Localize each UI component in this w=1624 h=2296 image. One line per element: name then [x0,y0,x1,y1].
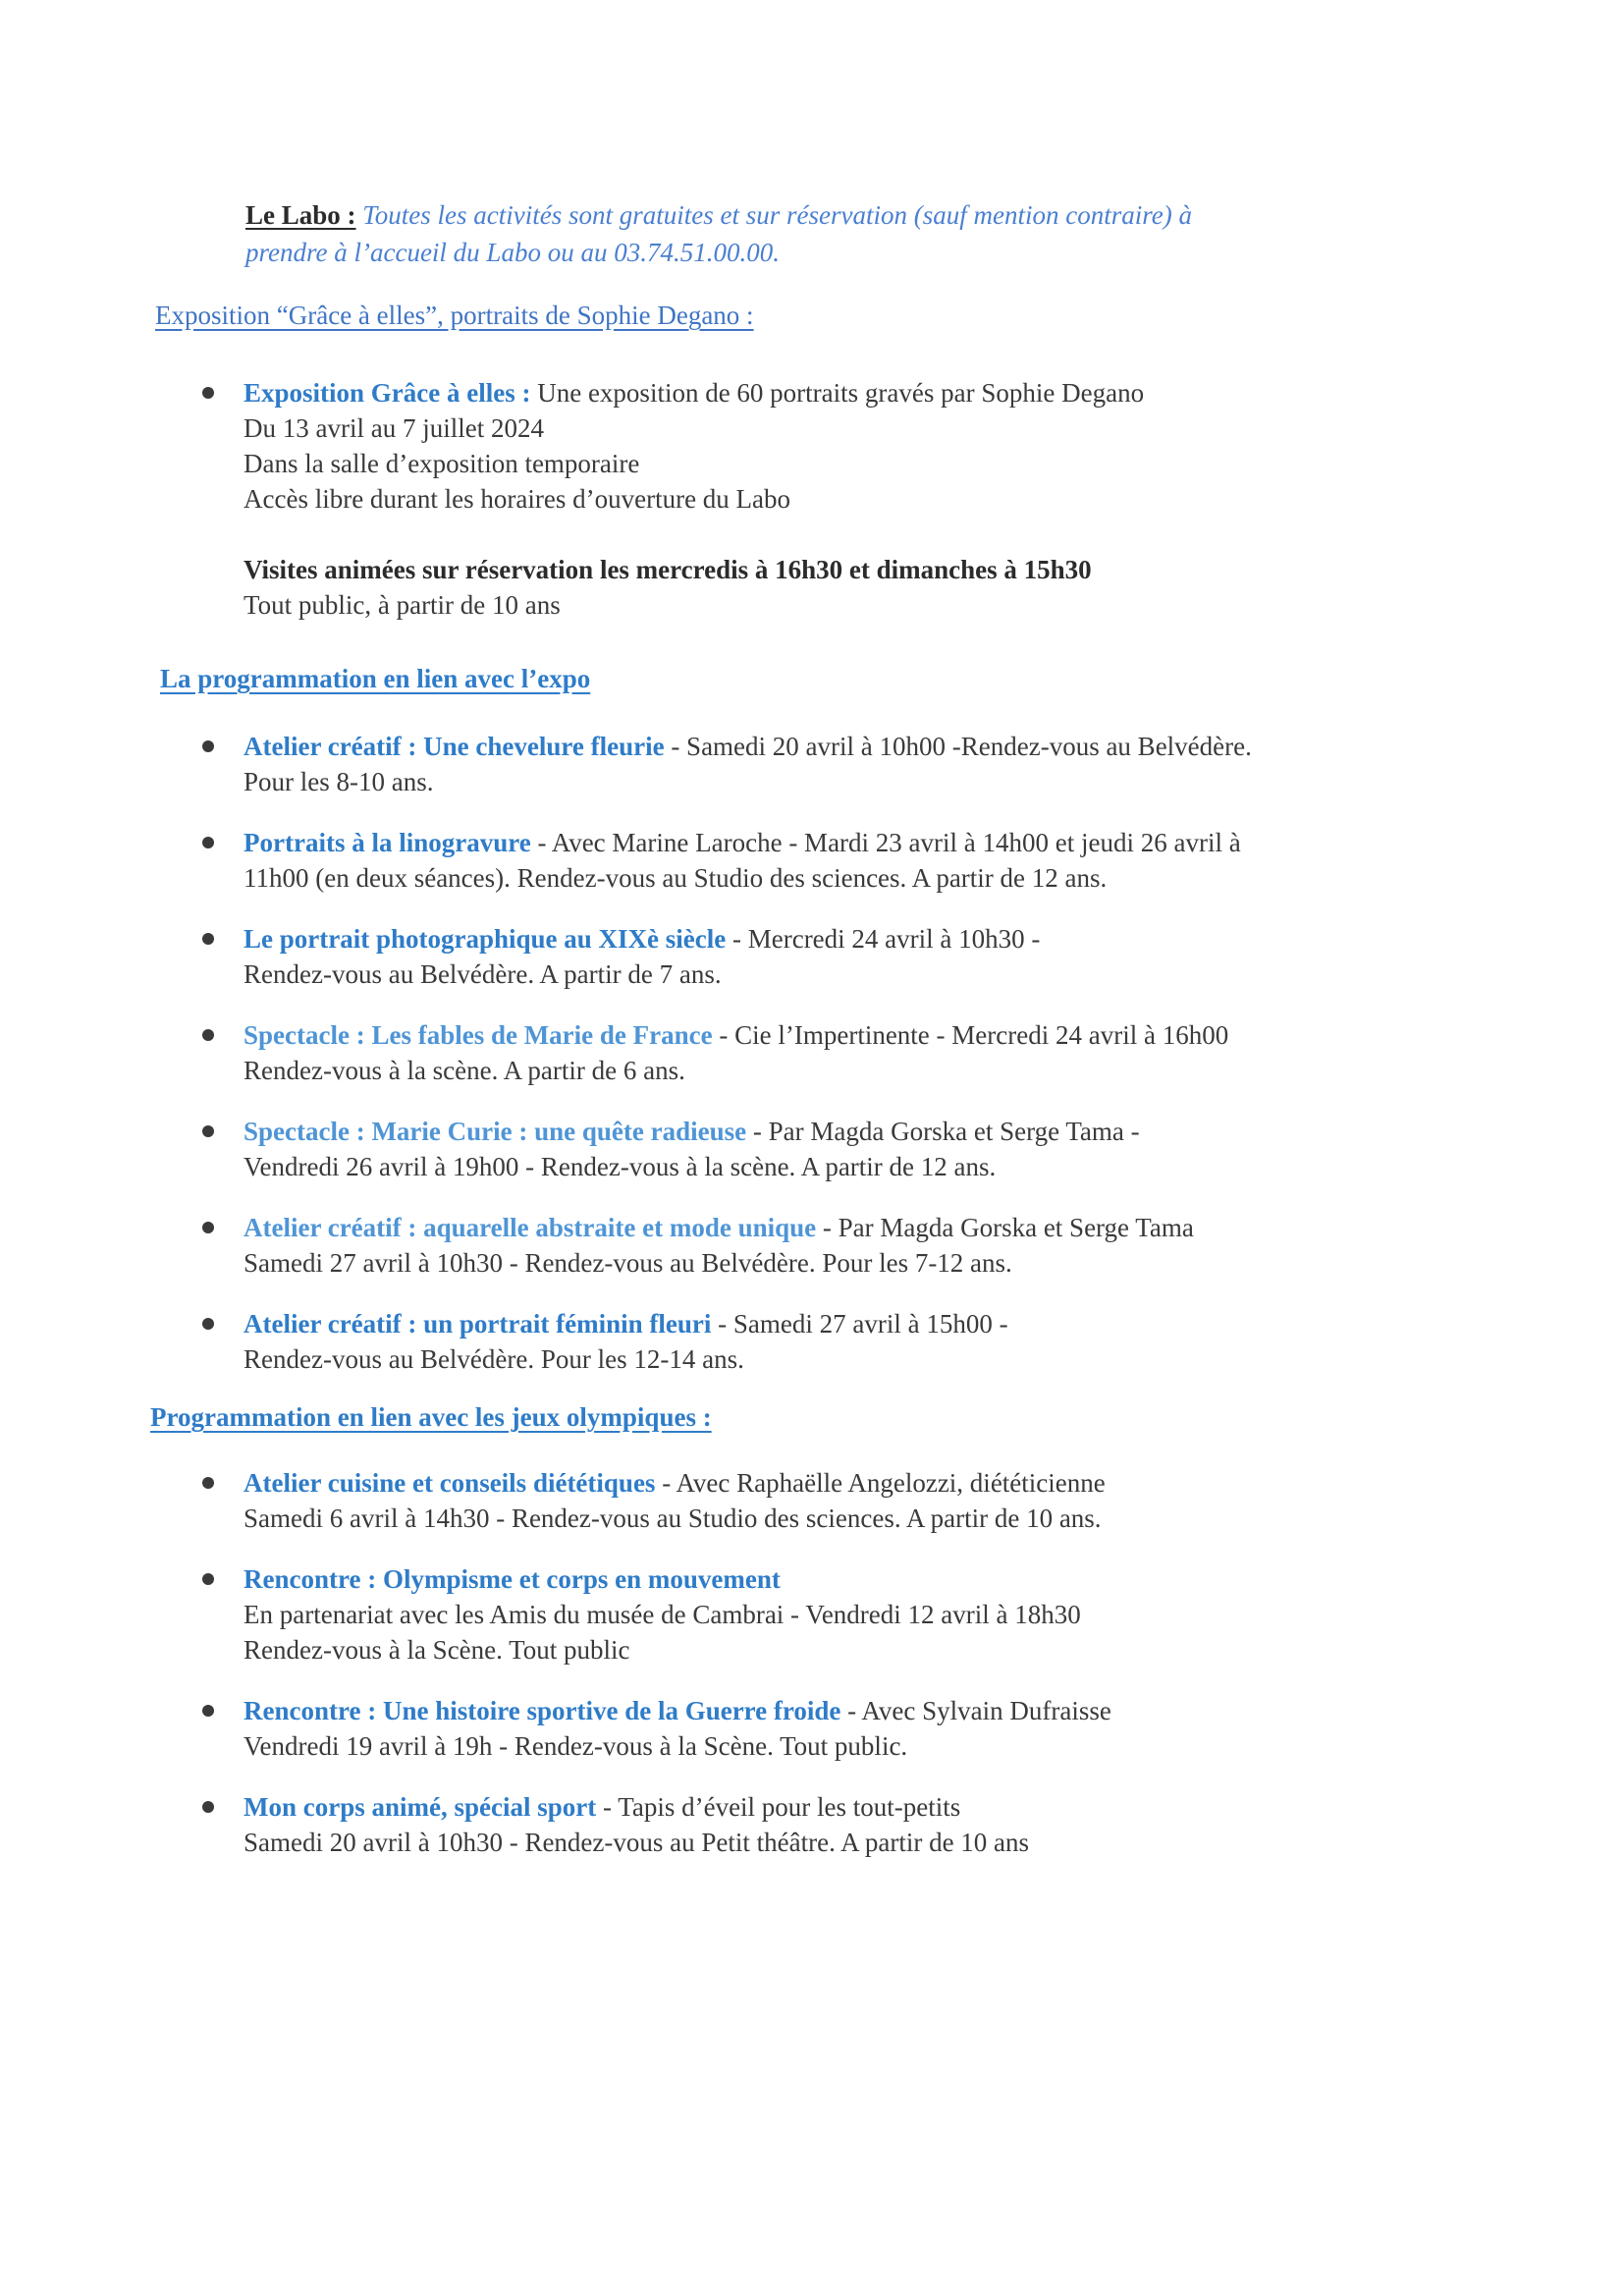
bullet-icon [202,1029,214,1041]
item-dates: Du 13 avril au 7 juillet 2024 [244,413,544,443]
item-title: Rencontre : Olympisme et corps en mouvement [244,1564,781,1594]
item-detail-line-2: Rendez-vous au Belvédère. Pour les 12-14 ans. [244,1344,744,1374]
section-title-exposition: Exposition “Grâce à elles”, portraits de Sophie Degano : [155,301,754,330]
list-item [244,1561,1461,1667]
item-audience: Tout public, à partir de 10 ans [244,590,561,620]
item-title: Atelier créatif : un portrait féminin fleuri [244,1309,712,1339]
item-detail: - Mercredi 24 avril à 10h30 - [726,924,1041,954]
item-title: Mon corps animé, spécial sport [244,1792,597,1822]
bullet-icon [202,1477,214,1489]
item-detail: - Tapis d’éveil pour les tout-petits [596,1792,961,1822]
item-title: Rencontre : Une histoire sportive de la Guerre froide [244,1696,841,1725]
item-detail-line-2: Samedi 27 avril à 10h30 - Rendez-vous au Belvédère. Pour les 7-12 ans. [244,1248,1012,1278]
item-detail: - Avec Marine Laroche - Mardi 23 avril à 14h00 et jeudi 26 avril à [530,828,1241,857]
list-item [244,921,1461,992]
item-detail-line-2: Vendredi 19 avril à 19h - Rendez-vous à la Scène. Tout public. [244,1731,908,1761]
bullet-icon [202,387,214,399]
item-title: Spectacle : Les fables de Marie de France [244,1020,713,1050]
list-item [244,1693,1461,1764]
item-detail: - Par Magda Gorska et Serge Tama [816,1213,1194,1242]
item-detail-line-2: Vendredi 26 avril à 19h00 - Rendez-vous à la scène. A partir de 12 ans. [244,1152,997,1181]
list-item [244,1114,1461,1184]
bullet-icon [202,1125,214,1137]
item-detail-line-3: Rendez-vous à la Scène. Tout public [244,1635,630,1665]
item-detail-line-2: 11h00 (en deux séances). Rendez-vous au Studio des sciences. A partir de 12 ans. [244,863,1108,893]
item-detail: - Par Magda Gorska et Serge Tama - [746,1117,1140,1146]
list-item [244,1306,1461,1377]
item-title: Le portrait photographique au XIXè siècle [244,924,727,954]
intro-text-line-1: Toutes les activités sont gratuites et sur réservation (sauf mention contraire) à [355,200,1192,230]
bullet-icon [202,1573,214,1585]
item-access: Accès libre durant les horaires d’ouverture du Labo [244,484,791,514]
item-title: Atelier cuisine et conseils diététiques [244,1468,656,1498]
list-item [244,1210,1461,1281]
item-detail-line-2: Pour les 8-10 ans. [244,767,434,796]
list-item [244,729,1461,799]
bullet-icon [202,1318,214,1330]
item-visits: Visites animées sur réservation les mercredis à 16h30 et dimanches à 15h30 [244,555,1092,584]
list-item [244,1465,1461,1536]
section-title-programmation-jo: Programmation en lien avec les jeux olympiques : [150,1402,712,1432]
bullet-icon [202,837,214,848]
item-detail: - Cie l’Impertinente - Mercredi 24 avril à 16h00 [712,1020,1229,1050]
item-title: Atelier créatif : Une chevelure fleurie [244,732,665,761]
bullet-icon [202,740,214,752]
section-title-programmation-expo: La programmation en lien avec l’expo [160,664,591,693]
intro-paragraph [245,196,1424,271]
item-location: Dans la salle d’exposition temporaire [244,449,640,478]
item-title: Spectacle : Marie Curie : une quête radieuse [244,1117,747,1146]
item-title: Portraits à la linogravure [244,828,531,857]
item-detail-line-2: Samedi 20 avril à 10h30 - Rendez-vous au Petit théâtre. A partir de 10 ans [244,1828,1030,1857]
item-title: Atelier créatif : aquarelle abstraite et mode unique [244,1213,817,1242]
item-detail: Une exposition de 60 portraits gravés par Sophie Degano [530,378,1145,408]
item-detail-line-2: Rendez-vous à la scène. A partir de 6 ans. [244,1056,685,1085]
item-detail-line-2: Rendez-vous au Belvédère. A partir de 7 ans. [244,959,722,989]
list-item [244,1017,1461,1088]
bullet-icon [202,1222,214,1233]
list-item-exposition [244,375,1461,623]
item-detail: - Avec Sylvain Dufraisse [840,1696,1111,1725]
item-detail: - Avec Raphaëlle Angelozzi, diététicienne [655,1468,1106,1498]
item-detail: - Samedi 20 avril à 10h00 -Rendez-vous au Belvédère. [664,732,1252,761]
bullet-icon [202,933,214,945]
item-detail: - Samedi 27 avril à 15h00 - [711,1309,1008,1339]
bullet-icon [202,1705,214,1717]
item-title: Exposition Grâce à elles : [244,378,531,408]
list-item [244,1789,1461,1860]
intro-text-line-2: prendre à l’accueil du Labo ou au 03.74.51.00.00. [245,238,780,267]
item-detail-line-2: En partenariat avec les Amis du musée de Cambrai - Vendredi 12 avril à 18h30 [244,1600,1081,1629]
item-detail-line-2: Samedi 6 avril à 14h30 - Rendez-vous au Studio des sciences. A partir de 10 ans. [244,1503,1102,1533]
bullet-icon [202,1801,214,1813]
intro-lead: Le Labo : [245,200,356,230]
list-item [244,825,1461,896]
